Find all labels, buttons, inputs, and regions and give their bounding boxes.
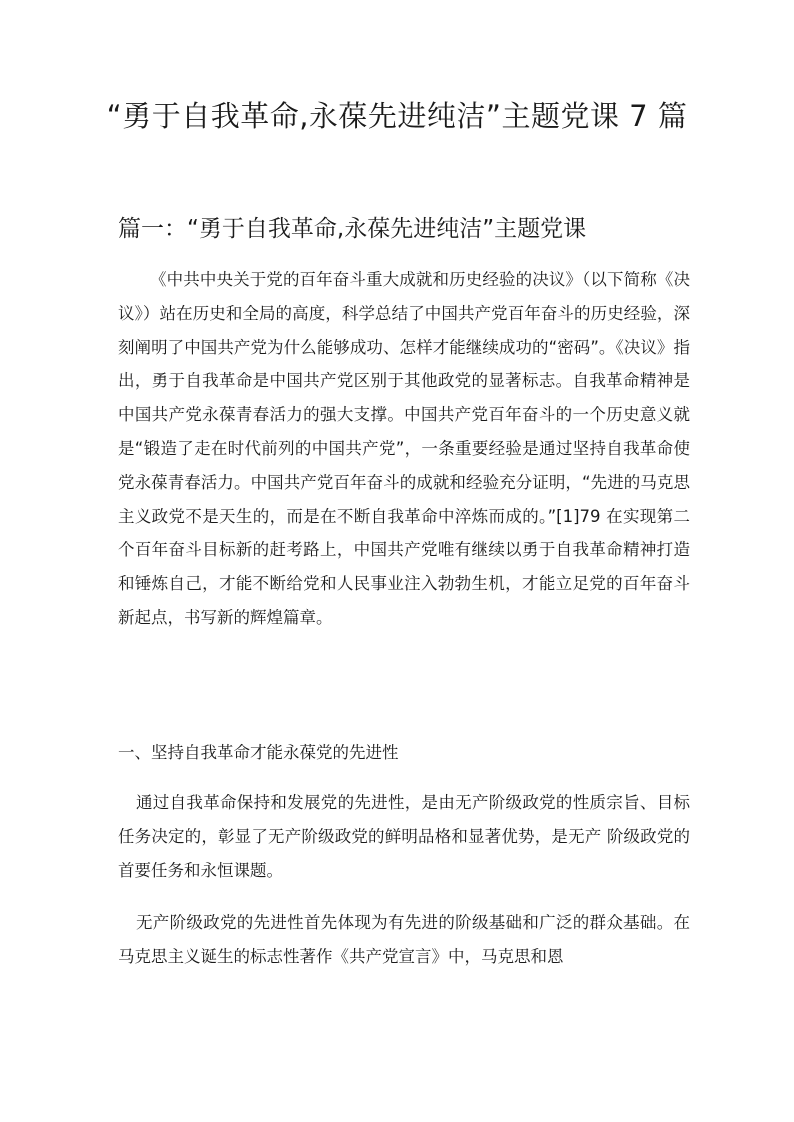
section-title: 篇一：“勇于自我革命,永葆先进纯洁”主题党课 xyxy=(118,216,587,242)
subheading-1: 一、坚持自我革命才能永葆党的先进性 xyxy=(118,743,399,762)
document-title: “勇于自我革命,永葆先进纯洁”主题党课 7 篇 xyxy=(106,99,688,133)
body-paragraph-2: 通过自我革命保持和发展党的先进性，是由无产阶级政党的性质宗旨、目标任务决定的，彰显了无产阶级政党的鲜明品格和显著优势，是无产 阶级政党的首要任务和永恒课题。 xyxy=(118,793,690,880)
body-paragraph-3: 无产阶级政党的先进性首先体现为有先进的阶级基础和广泛的群众基础。在马克思主义诞生的标志性著作《共产党宣言》中，马克思和恩 xyxy=(118,913,690,966)
body-paragraph-1: 《中共中央关于党的百年奋斗重大成就和历史经验的决议》（以下简称《决议》）站在历史和全局的高度，科学总结了中国共产党百年奋斗的历史经验，深刻阐明了中国共产党为什么能够成功、怎样才能继续成功的“密码”。《决议》指出，勇于自我革命是中国共产党区别于其他政党的显著标志。自我革命精神是中国共产党永葆青春活力的强大支撑。中国共产党百年奋斗的一个历史意义就是“锻造了走在时代前列的中国共产党”，一条重要经验是通过坚持自我革命使党永葆青春活力。中国共产党百年奋斗的成就和经验充分证明，“先进的马克思主义政党不是天生的，而是在不断自我革命中淬炼而成的。”[1]79 在实现第二个百年奋斗目标新的赶考路上，中国共产党唯有继续以勇于自我革命精神打造和锤炼自己，才能不断给党和人民事业注入勃勃生机，才能立足党的百年奋斗新起点，书写新的辉煌篇章。 xyxy=(118,270,690,627)
